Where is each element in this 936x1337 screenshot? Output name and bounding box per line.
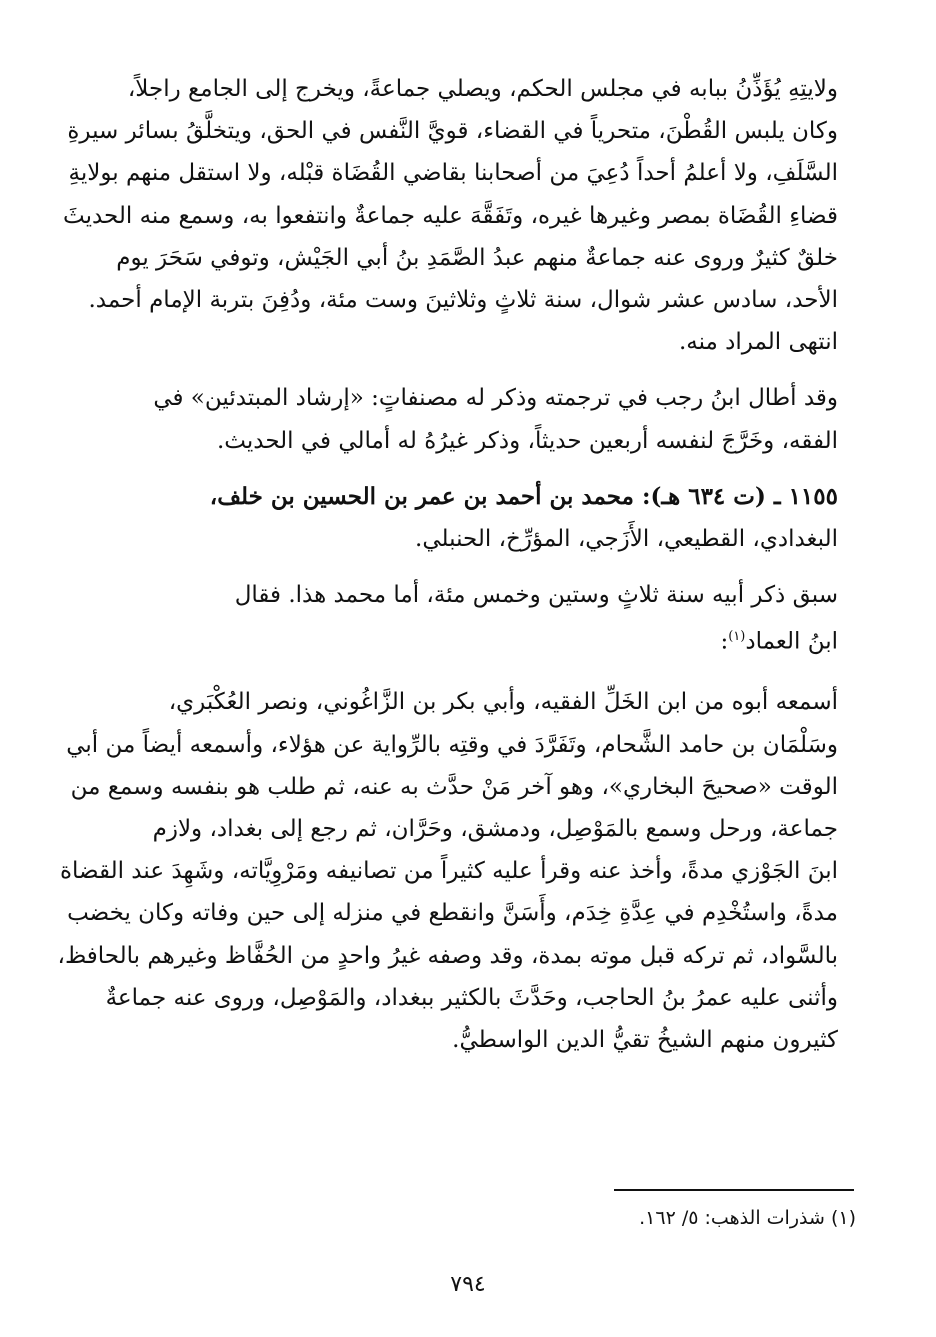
text-line: وسَلْمَان بن حامد الشَّحام، وتَفَرَّدَ في وقتِه بالرِّواية عن هؤلاء، وأسمعه أيضاً من أبي [66, 731, 838, 758]
text-line: الوقت «صحيحَ البخاري»، وهو آخر مَنْ حدَّث به عنه، ثم طلب هو بنفسه وسمع من [70, 773, 838, 800]
text-line: وقد أطال ابنُ رجب في ترجمته وذكر له مصنفاتٍ: «إرشاد المبتدئين» في [153, 385, 838, 412]
page-body [57, 68, 838, 1061]
paragraph-intro [100, 574, 838, 663]
text-line: ابنَ الجَوْزي مدةً، وأخذ عنه وقرأ عليه كثيراً من تصانيفه ومَرْوِيَّاته، وشَهِدَ عند القضاة [59, 858, 838, 885]
entry-title: ١١٥٥ ـ (ت ٦٣٤ هـ): محمد بن أحمد بن عمر بن الحسين بن خلف، [209, 482, 838, 510]
text-fragment: : [720, 629, 729, 656]
footnote-reference: (١) [728, 629, 746, 645]
text-line: بالسَّواد، ثم تركه قبل موته بمدة، وقد وصفه غيرُ واحدٍ من الحُفَّاظ وغيرهم بالحافظ، [57, 942, 838, 969]
text-line: وأثنى عليه عمرُ بنُ الحاجب، وحَدَّثَ بالكثير ببغداد، والمَوْصِل، وروى عنه جماعةٌ [105, 984, 838, 1011]
text-line [100, 616, 838, 663]
text-line: جماعة، ورحل وسمع بالمَوْصِل، ودمشق، وحَرَّان، ثم رجع إلى بغداد، ولازم [152, 815, 838, 842]
footnote-divider [614, 1189, 854, 1191]
text-line: سبق ذكر أبيه سنة ثلاثٍ وستين وخمس مئة، أما محمد هذا. فقال [234, 582, 838, 609]
entry-title-continued: البغدادي، القطيعي، الأَزَجي، المؤرِّخ، الحنبلي. [415, 526, 838, 553]
text-line: ولايتِهِ يُؤَذِّنُ ببابه في مجلس الحكم، ويصلي جماعةً، ويخرج إلى الجامع راجلاً، [127, 76, 838, 102]
paragraph-ibn-rajab [100, 377, 838, 461]
text-line: قضاءِ القُضَاة بمصر وغيرها غيره، وتَفَقَّهَ عليه جماعةٌ وانتفعوا به، وسمع منه الحديثَ [62, 202, 838, 229]
text-line: وكان يلبس القُطْنَ، متحرياً في القضاء، قويَّ النَّفس في الحق، ويتخلَّقُ بسائر سيرةِ [67, 118, 838, 145]
text-line: الأحد، سادس عشر شوال، سنة ثلاثٍ وثلاثينَ وست مئة، ودُفِنَ بتربة الإمام أحمد. [88, 287, 838, 314]
text-fragment: ابنُ العماد [745, 629, 838, 656]
text-line: أسمعه أبوه من ابن الخَلِّ الفقيه، وأبي بكر بن الزَّاغُوني، ونصر العُكْبَري، [168, 689, 838, 716]
text-line: انتهى المراد منه. [678, 329, 838, 356]
text-line: خلقٌ كثيرٌ وروى عنه جماعةٌ منهم عبدُ الصَّمَدِ بنُ أبي الجَيْش، وتوفي سَحَرَ يوم [116, 244, 838, 271]
entry-heading [100, 476, 838, 560]
page-number: ٧٩٤ [450, 1272, 486, 1297]
footnote: (١) شذرات الذهب: ٥/ ١٦٢. [639, 1207, 856, 1229]
text-line: كثيرون منهم الشيخُ تقيُّ الدين الواسطيُّ. [452, 1026, 838, 1053]
text-line: مدةً، واستُخْدِم في عِدَّةِ خِدَم، وأَسَنَّ وانقطع في منزله إلى حين وفاته وكان يخضب [67, 900, 838, 927]
text-line: الفقه، وخَرَّجَ لنفسه أربعين حديثاً، وذكر غيرُهُ له أمالي في الحديث. [216, 427, 838, 454]
paragraph-quotation [57, 681, 838, 1061]
text-line: السَّلَفِ، ولا أعلمُ أحداً دُعِيَ من أصحابنا بقاضي القُضَاة قبْله، ولا استقل منهم بولايةِ [68, 160, 838, 187]
paragraph-biography-continued [62, 68, 838, 363]
